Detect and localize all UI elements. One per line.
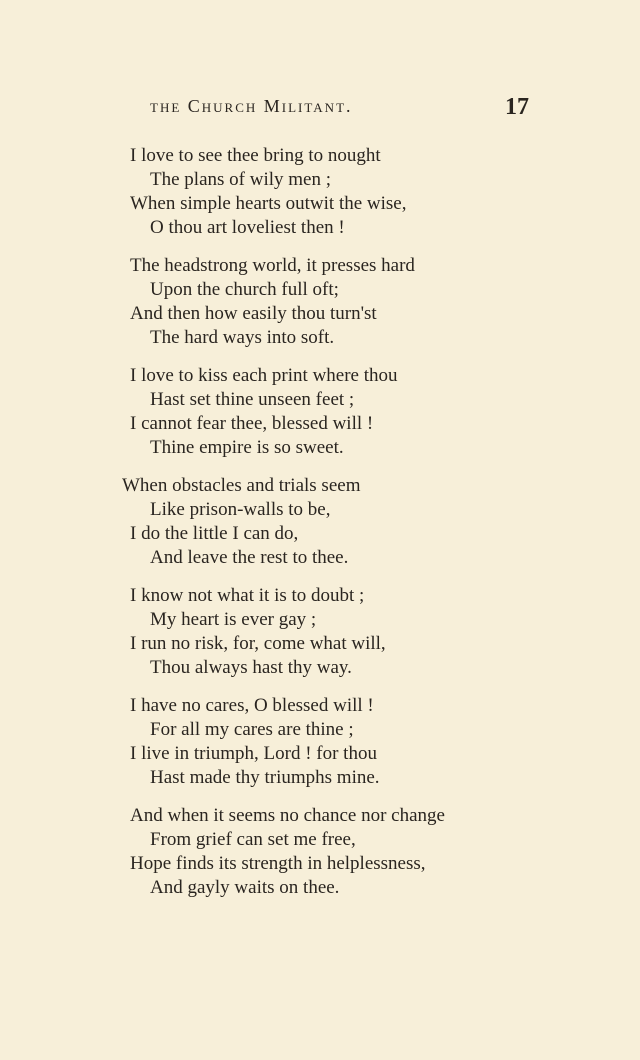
poem-body [0,144,640,914]
poem-line: And gayly waits on thee. [150,877,340,898]
poem-line: From grief can set me free, [150,829,356,850]
stanza-2 [0,254,640,350]
poem-line: The plans of wily men ; [150,169,331,190]
poem-line: Hast made thy triumphs mine. [150,767,380,788]
poem-line: And when it seems no chance nor change [130,805,445,826]
poem-line: Like prison-walls to be, [150,499,331,520]
running-title: the Church Militant. [150,96,353,116]
poem-line: I know not what it is to doubt ; [130,585,365,606]
poem-line: I run no risk, for, come what will, [130,633,386,654]
poem-line: For all my cares are thine ; [150,719,354,740]
stanza-6 [0,694,640,790]
poem-line: O thou art loveliest then ! [150,217,345,238]
poem-line: When simple hearts outwit the wise, [130,193,407,214]
poem-line: I love to see thee bring to nought [130,145,381,166]
poem-line: I live in triumph, Lord ! for thou [130,743,377,764]
stanza-4 [0,474,640,570]
poem-line: My heart is ever gay ; [150,609,317,630]
stanza-1 [0,144,640,240]
poem-line: I do the little I can do, [130,523,299,544]
poem-line: Thine empire is so sweet. [150,437,344,458]
poem-line: And then how easily thou turn'st [130,303,377,324]
poem-line: The headstrong world, it presses hard [130,255,415,276]
stanza-3 [0,364,640,460]
stanza-5 [0,584,640,680]
poem-line: Hast set thine unseen feet ; [150,389,355,410]
poem-line: Hope finds its strength in helplessness, [130,853,426,874]
poem-line: Thou always hast thy way. [150,657,352,678]
poem-line: I have no cares, O blessed will ! [130,695,374,716]
poem-line: Upon the church full oft; [150,279,339,300]
stanza-7 [0,804,640,900]
poem-line: And leave the rest to thee. [150,547,349,568]
page-number: 17 [505,94,529,120]
poem-line: I cannot fear thee, blessed will ! [130,413,374,434]
poem-line: I love to kiss each print where thou [130,365,398,386]
poem-line: When obstacles and trials seem [122,475,361,496]
poem-line: The hard ways into soft. [150,327,335,348]
